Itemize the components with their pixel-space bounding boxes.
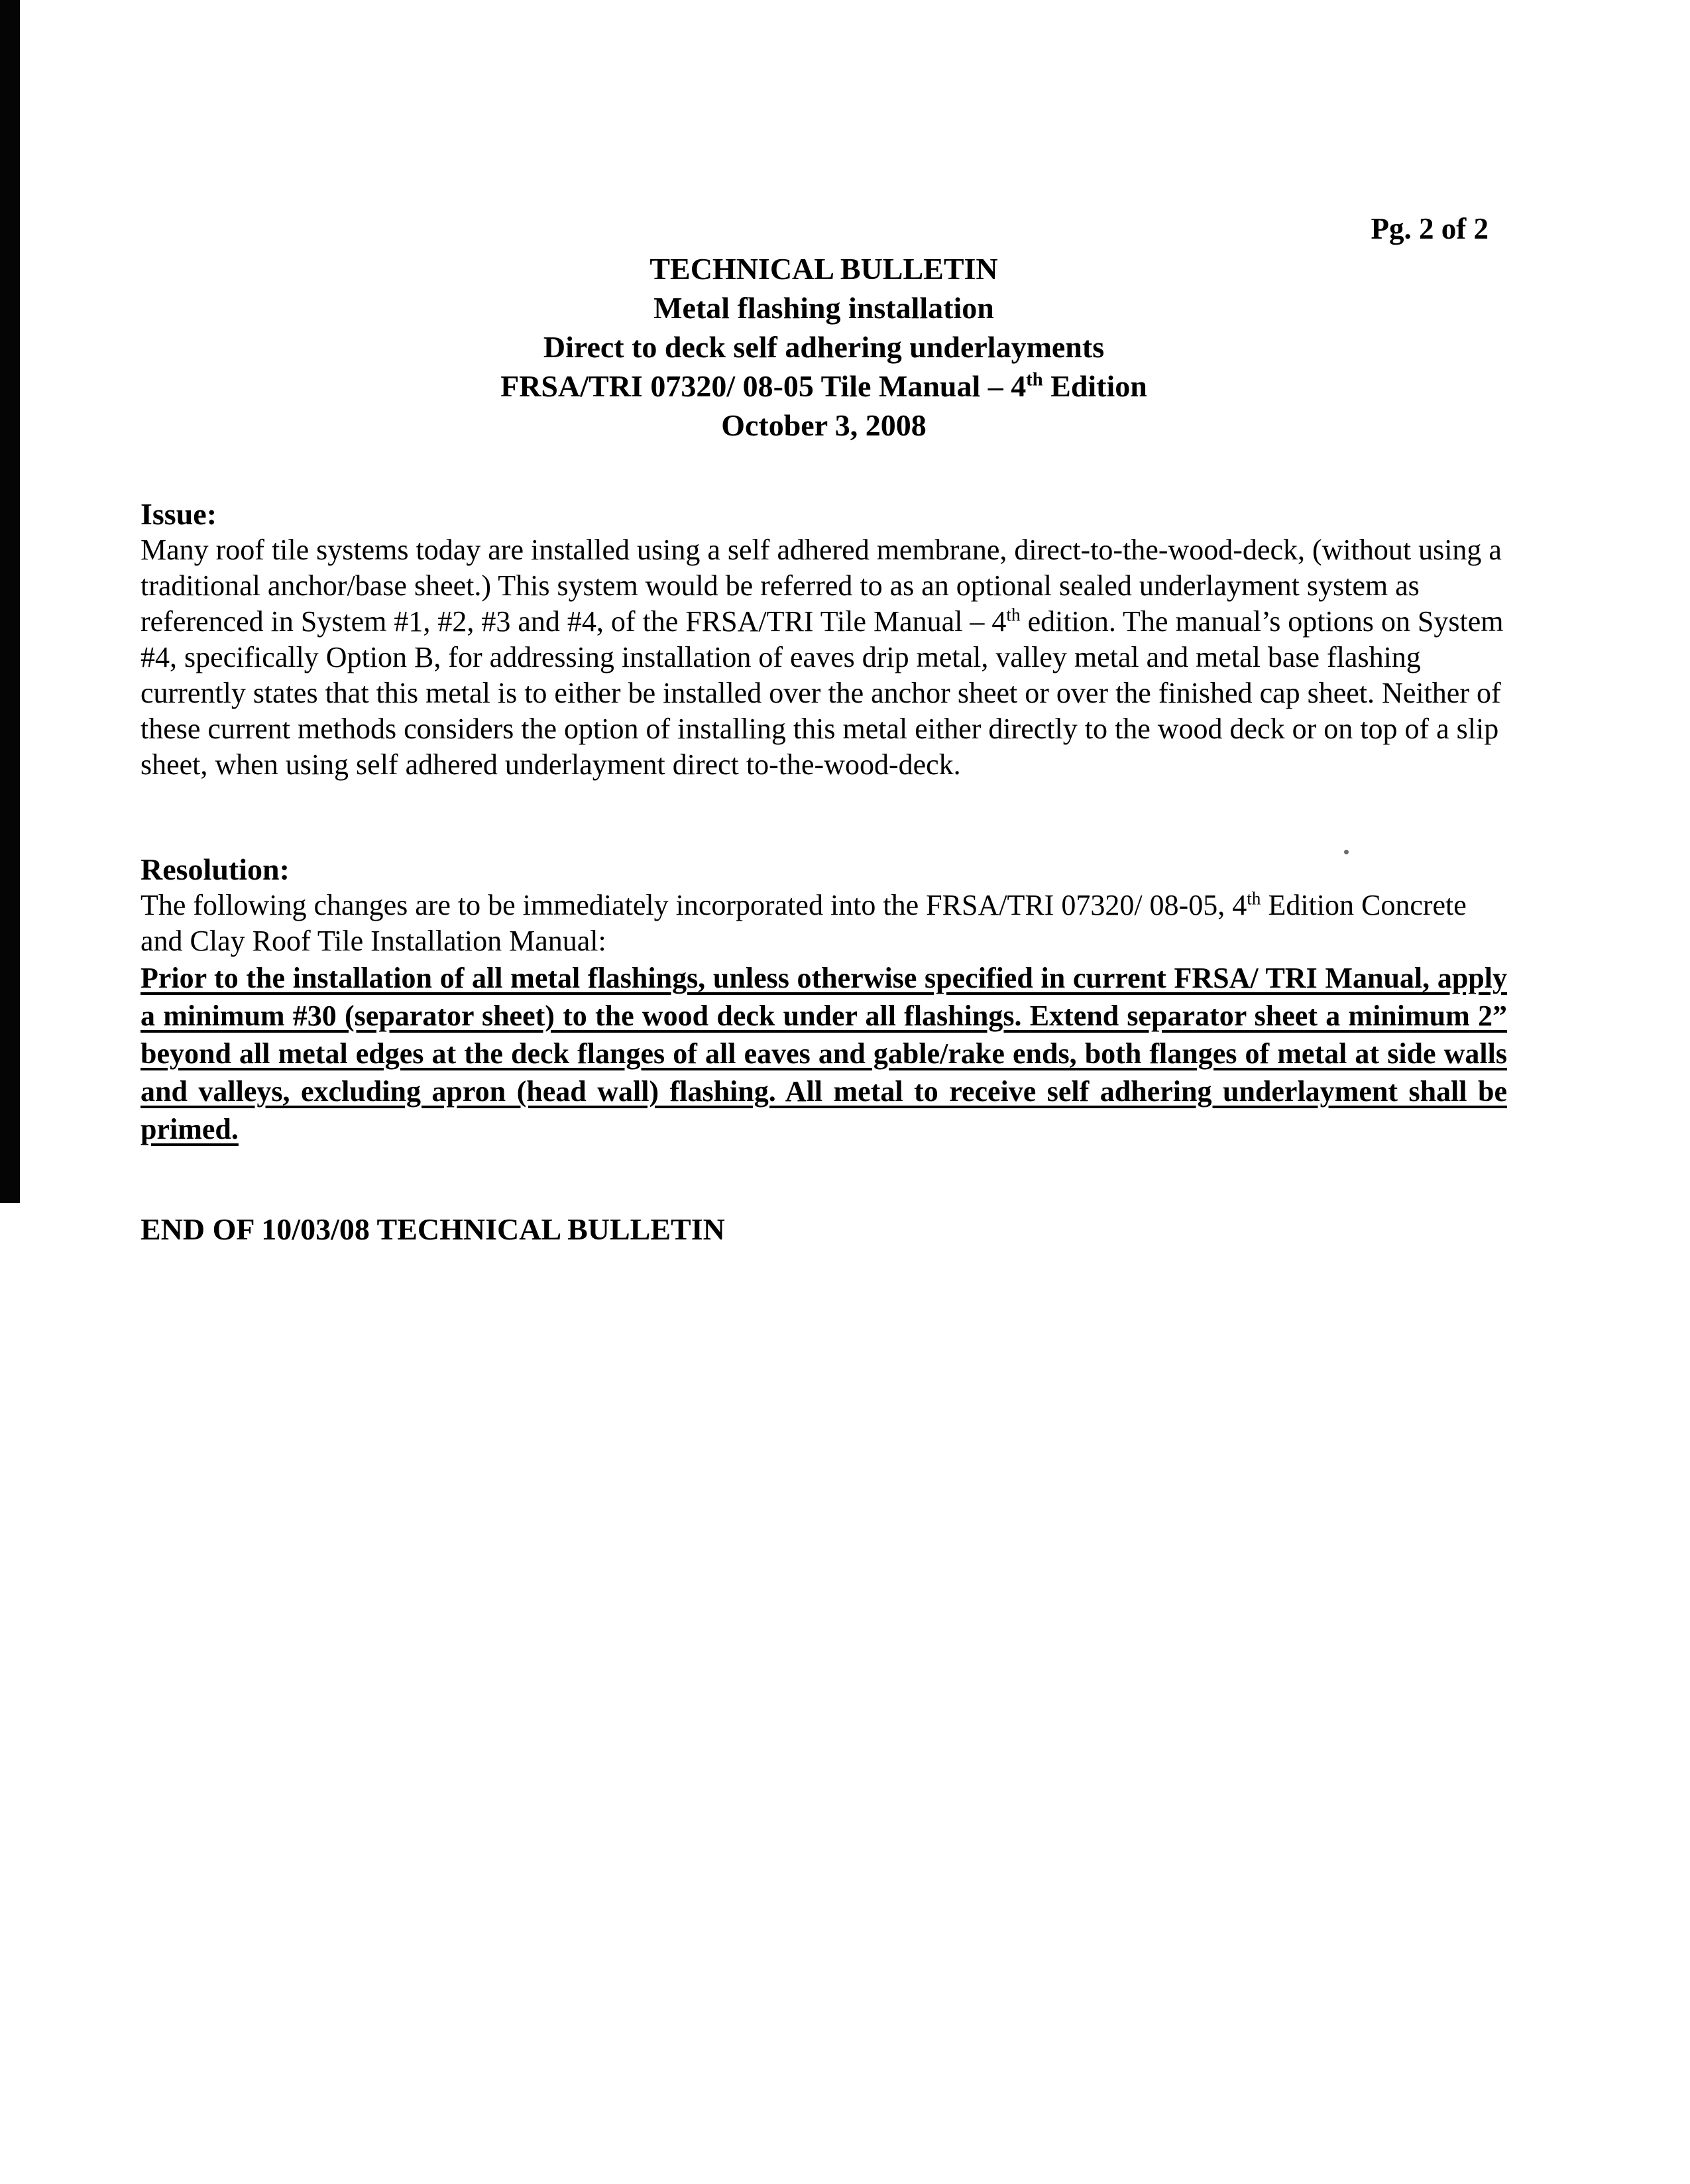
document-content — [141, 0, 1507, 1247]
issue-paragraph — [141, 532, 1507, 783]
doc-subtitle-2: Direct to deck self adhering underlayments — [543, 330, 1105, 364]
end-of-bulletin-line: END OF 10/03/08 TECHNICAL BULLETIN — [141, 1212, 725, 1246]
resolution-directive: Prior to the installation of all metal flashings, unless otherwise specified in current FRSA/ TRI Manual, apply a minimum #30 (separator sheet) to the wood deck under all flashings. Extend separator sheet a minimum 2” beyond all metal edges at the deck flanges of all eaves and gable/rake ends, both flanges of metal at side walls and valleys, excluding apron (head wall) flashing. All metal to receive self adhering underlayment shall be primed. — [141, 962, 1507, 1145]
doc-manual-line-text: FRSA/TRI 07320/ 08-05 Tile Manual – 4 — [500, 369, 1027, 403]
issue-superscript: th — [1006, 604, 1021, 625]
doc-subtitle-1: Metal flashing installation — [653, 291, 994, 325]
doc-title: TECHNICAL BULLETIN — [649, 252, 998, 286]
scan-artifact-bar — [0, 0, 20, 1203]
doc-manual-line-suffix: Edition — [1042, 369, 1147, 403]
issue-text-end: edition. The manual’s options on System #4, specifically Option B, for addressing installation of eaves drip metal, valley metal and metal base flashing currently states that this metal is to either be installed over the anchor sheet or over the finished cap sheet. Neither of these current methods considers the option of installing this metal either directly to the wood deck or on top of a slip sheet, when using self adhered underlayment direct to-the-wood-deck. — [141, 605, 1504, 781]
issue-text-start: Many roof tile systems today are installed using a self adhered membrane, direct-to-the-wood-deck, (without using a traditional anchor/base sheet.) This system would be referred to as an optional sealed underlayment system as referenced in System #1, #2, #3 and #4, of the FRSA/TRI Tile Manual – 4 — [141, 534, 1502, 638]
resolution-text-start: The following changes are to be immediately incorporated into the FRSA/TRI 07320/ 08-05, 4 — [141, 889, 1247, 921]
resolution-superscript: th — [1247, 888, 1261, 909]
doc-date: October 3, 2008 — [721, 408, 927, 442]
page-number: Pg. 2 of 2 — [1371, 212, 1489, 245]
title-block — [141, 249, 1507, 445]
issue-heading: Issue: — [141, 497, 217, 531]
resolution-heading: Resolution: — [141, 852, 290, 886]
resolution-paragraph — [141, 888, 1507, 959]
doc-manual-line-superscript: th — [1026, 369, 1043, 390]
doc-manual-line — [141, 367, 1507, 406]
resolution-text-end: Edition Concrete and Clay Roof Tile Installation Manual: — [141, 889, 1467, 957]
